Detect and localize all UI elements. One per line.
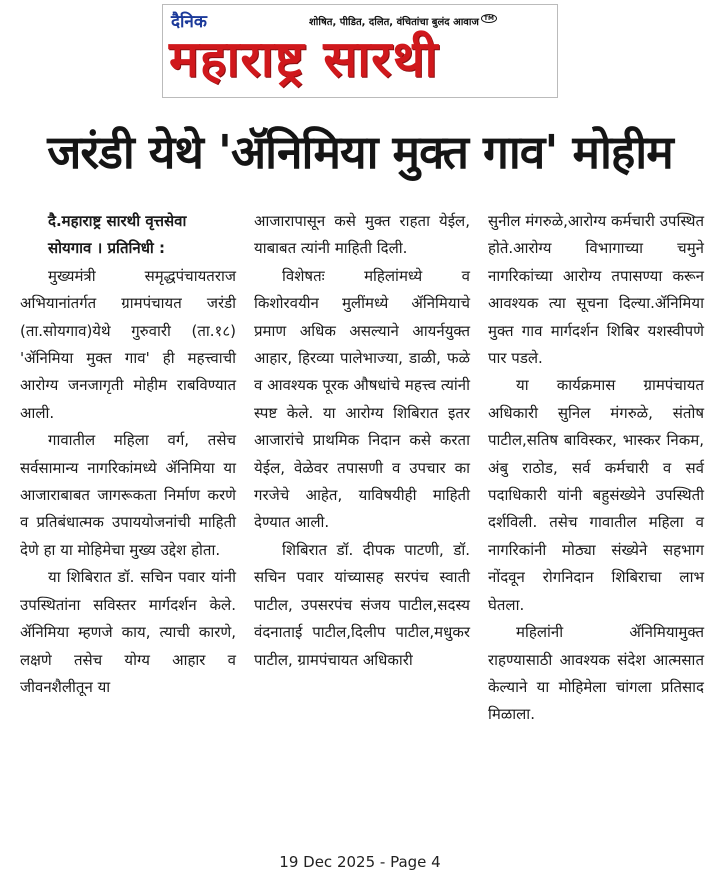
paragraph: मुख्यमंत्री समृद्धपंचायतराज अभियानांतर्गत ग्रामपंचायत जरंडी (ता.सोयगाव)येथे गुरुवारी (ता.१८) 'ॲनिमिया मुक्त गाव' ही महत्त्वाची आरोग्य जनजागृती मोहीम राबविण्यात आली. xyxy=(20,266,236,422)
masthead-tagline: शोषित, पीडित, दलित, वंचितांचा बुलंद आवाज TM xyxy=(309,14,497,28)
paragraph: या कार्यक्रमास ग्रामपंचायत अधिकारी सुनिल मंगरुळे, संतोष पाटील,सतिष बाविस्कर, भास्कर निकम, अंबु राठोड, सर्व कर्मचारी व सर्व पदाधिकारी यांनी बहुसंख्येने उपस्थिती दर्शविली. तसेच गावातील महिला व नागरिकांनी मोठ्या संख्येने सहभाग नोंदवून रोगनिदान शिबिराचा लाभ घेतला. xyxy=(488,376,704,614)
paragraph-continued: आजारापासून कसे मुक्त राहता येईल, याबाबत त्यांनी माहिती दिली. xyxy=(254,212,470,258)
article-headline: जरंडी येथे 'ॲनिमिया मुक्त गाव' मोहीम xyxy=(47,125,673,179)
article-column-1 xyxy=(20,208,236,701)
page-footer: 19 Dec 2025 - Page 4 xyxy=(279,853,441,871)
paragraph-continued: सुनील मंगरुळे,आरोग्य कर्मचारी उपस्थित होते.आरोग्य विभागाच्या चमुने नागरिकांच्या आरोग्य तपासण्या करून आवश्यक त्या सूचना दिल्या.ॲनिमिया मुक्त गाव मार्गदर्शन शिबिर यशस्वीपणे पार पडले. xyxy=(488,212,704,368)
masthead-title: महाराष्ट्र सारथी xyxy=(169,30,439,88)
paragraph: महिलांनी ॲनिमियामुक्त राहण्यासाठी आवश्यक संदेश आत्मसात केल्याने या मोहिमेला चांगला प्रतिसाद मिळाला. xyxy=(488,623,704,724)
paragraph: गावातील महिला वर्ग, तसेच सर्वसामान्य नागरिकांमध्ये ॲनिमिया या आजाराबाबत जागरूकता निर्माण करणे व प्रतिबंधात्मक उपाययोजनांची माहिती देणे हा या मोहिमेचा मुख्य उद्देश होता. xyxy=(20,431,236,559)
masthead-logo xyxy=(162,4,558,98)
paragraph: विशेषतः महिलांमध्ये व किशोरवयीन मुलींमध्ये ॲनिमियाचे प्रमाण अधिक असल्याने आयर्नयुक्त आहार, हिरव्या पालेभाज्या, डाळी, फळे व आवश्यक पूरक औषधांचे महत्त्व त्यांनी स्पष्ट केले. या आरोग्य शिबिरात इतर आजारांचे प्राथमिक निदान कसे करता येईल, वेळेवर तपासणी व उपचार का गरजेचे आहेत, याविषयीही माहिती देण्यात आली. xyxy=(254,266,470,532)
article-column-3 xyxy=(488,208,704,729)
trademark-badge: TM xyxy=(481,14,497,23)
byline-agency: दै.महाराष्ट्र सारथी वृत्तसेवा xyxy=(48,212,187,230)
masthead-daily-label: दैनिक xyxy=(171,12,207,32)
paragraph: शिबिरात डॉ. दीपक पाटणी, डॉ. सचिन पवार यांच्यासह सरपंच स्वाती पाटील, उपसरपंच संजय पाटील,सदस्य वंदनाताई पाटील,दिलीप पाटील,मधुकर पाटील, ग्रामपंचायत अधिकारी xyxy=(254,540,470,669)
byline-location: सोयगाव । प्रतिनिधी : xyxy=(48,239,166,258)
paragraph: या शिबिरात डॉ. सचिन पवार यांनी उपस्थितांना सविस्तर मार्गदर्शन केले. ॲनिमिया म्हणजे काय, त्याची कारणे, लक्षणे तसेच योग्य आहार व जीवनशैलीतून या xyxy=(20,568,236,696)
article-column-2 xyxy=(254,208,470,674)
